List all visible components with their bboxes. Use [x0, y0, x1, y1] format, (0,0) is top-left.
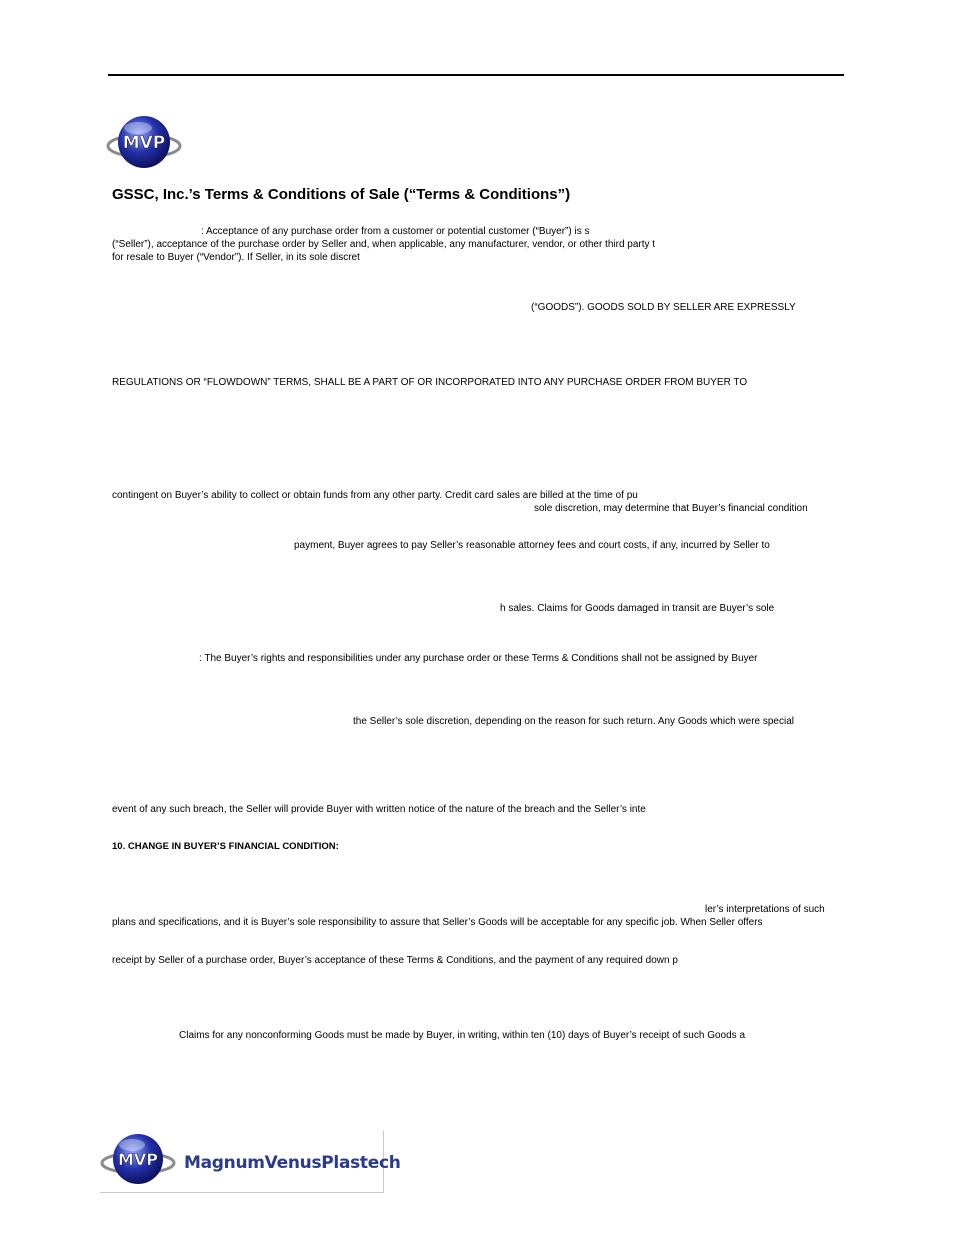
text-line: (“Seller”), acceptance of the purchase order by Seller and, when applicable, any manufacturer, vendor, or other third party t — [112, 239, 656, 250]
text-line: event of any such breach, the Seller will provide Buyer with written notice of the nature of the breach and the Seller’s inte — [112, 804, 646, 815]
page-title: GSSC, Inc.’s Terms & Conditions of Sale (“Terms & Conditions”) — [112, 186, 571, 203]
text-line: receipt by Seller of a purchase order, Buyer’s acceptance of these Terms & Conditions, and the payment of any required down p — [112, 955, 678, 966]
text-line: for resale to Buyer (“Vendor”). If Seller, in its sole discret — [112, 252, 360, 263]
text-line: ler’s interpretations of such — [705, 904, 825, 915]
text-line: Claims for any nonconforming Goods must be made by Buyer, in writing, within ten (10) days of Buyer’s receipt of such Goods a — [179, 1030, 746, 1041]
header-rule — [108, 74, 844, 76]
company-wordmark: MagnumVenusPlastech — [184, 1153, 401, 1173]
mvp-logo — [106, 112, 182, 172]
text-line: sole discretion, may determine that Buyer’s financial condition — [534, 503, 808, 514]
text-line: payment, Buyer agrees to pay Seller’s reasonable attorney fees and court costs, if any, incurred by Seller to — [294, 540, 770, 551]
text-line: (“GOODS”). GOODS SOLD BY SELLER ARE EXPRESSLY — [531, 302, 796, 313]
text-line: : Acceptance of any purchase order from a customer or potential customer (“Buyer”) is s — [201, 226, 590, 237]
text-line: h sales. Claims for Goods damaged in transit are Buyer’s sole — [500, 603, 775, 614]
text-line: REGULATIONS OR “FLOWDOWN” TERMS, SHALL BE A PART OF OR INCORPORATED INTO ANY PURCHASE ORDER FROM BUYER TO — [112, 377, 748, 388]
footer-logo — [100, 1131, 401, 1193]
text-line: the Seller’s sole discretion, depending on the reason for such return. Any Goods which were special — [353, 716, 794, 727]
svg-text:MVP: MVP — [122, 133, 166, 153]
text-line: plans and specifications, and it is Buyer’s sole responsibility to assure that Seller’s Goods will be acceptable for any specific job. When Seller offers — [112, 917, 763, 928]
text-line: contingent on Buyer’s ability to collect or obtain funds from any other party. Credit card sales are billed at the time of pu — [112, 490, 638, 501]
svg-text:MVP: MVP — [117, 1150, 159, 1169]
text-line: : The Buyer’s rights and responsibilities under any purchase order or these Terms & Conditions shall not be assigned by Buyer — [199, 653, 758, 664]
section-heading: 10. CHANGE IN BUYER’S FINANCIAL CONDITION: — [112, 841, 339, 852]
